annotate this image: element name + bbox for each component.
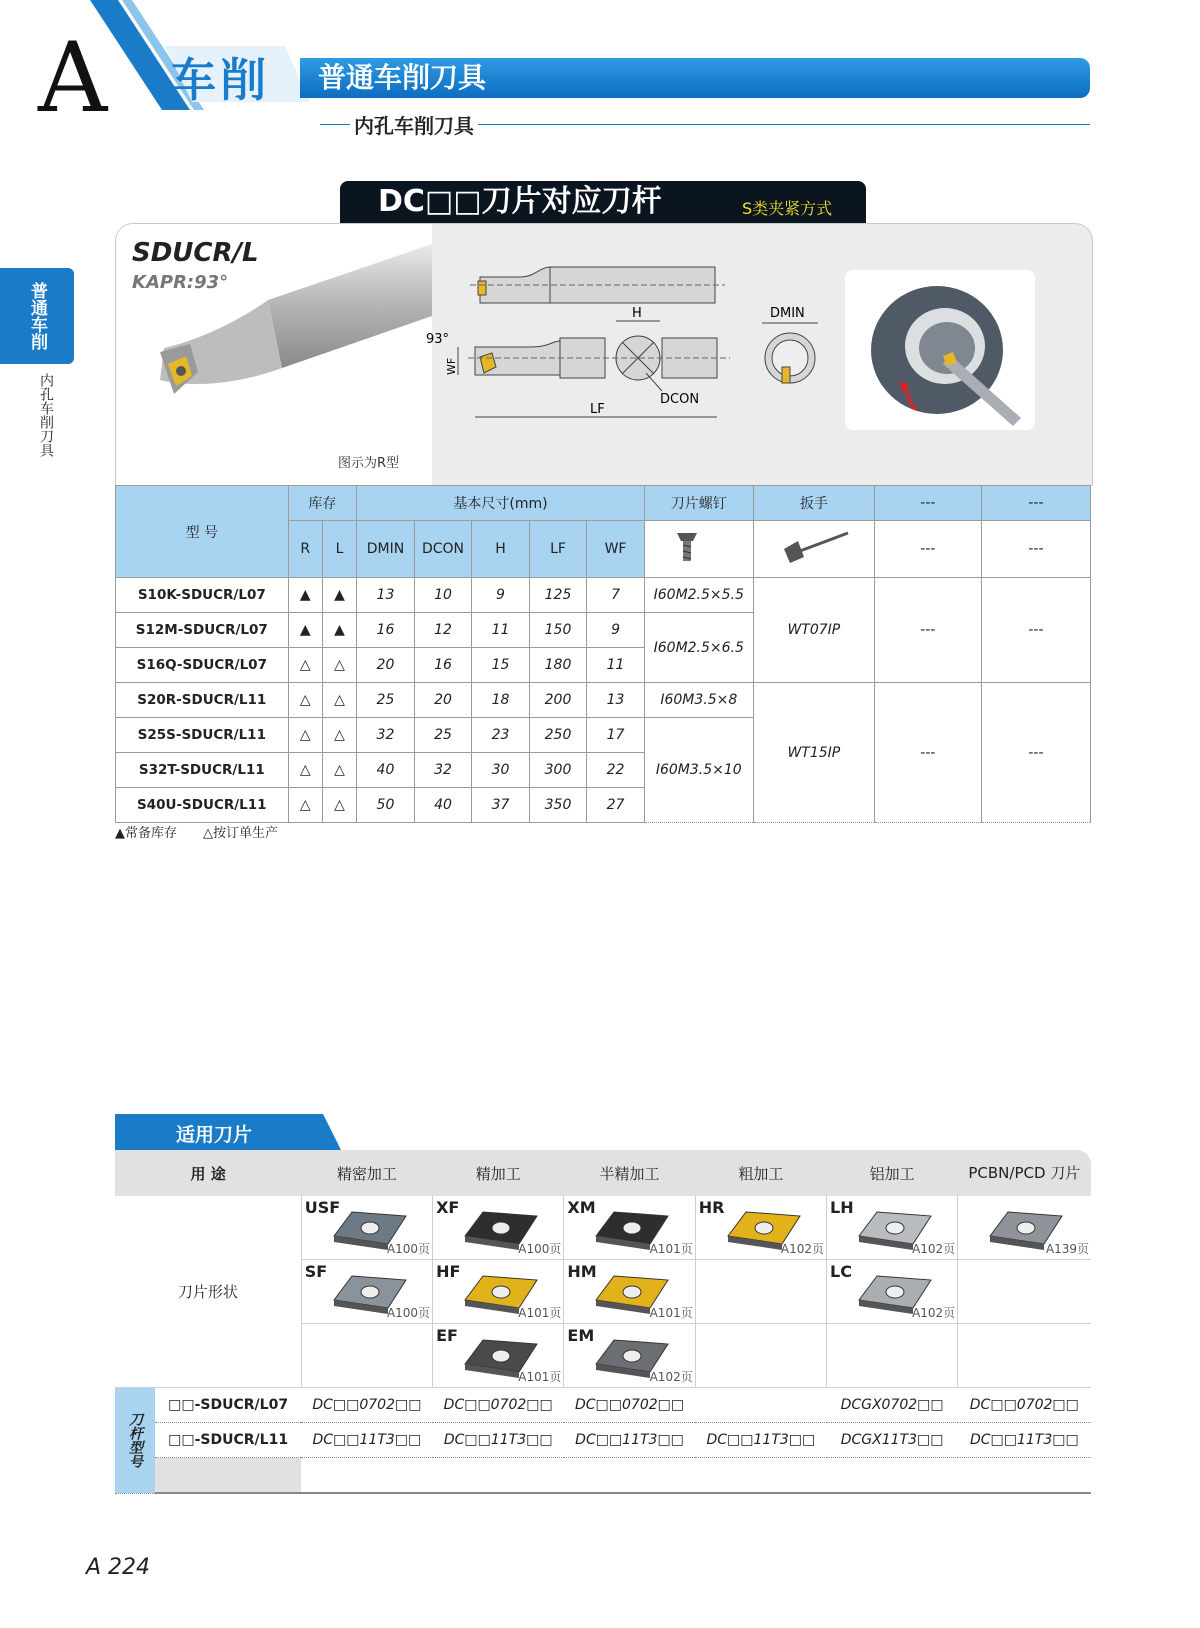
model-cell: S20R-SDUCR/L11 — [116, 683, 289, 718]
col-dims: 基本尺寸(mm) — [357, 486, 645, 521]
dcon-cell: 12 — [414, 613, 472, 648]
section-title: DC□□刀片对应刀杆 — [378, 184, 662, 219]
model-cell: S40U-SDUCR/L11 — [116, 788, 289, 823]
insert-code: HR — [698, 1198, 725, 1217]
dcon-cell: 25 — [414, 718, 472, 753]
insert-cell[interactable] — [958, 1196, 1091, 1260]
stock-l: ▲ — [322, 613, 356, 648]
holder-name: □□-SDUCR/L07 — [155, 1388, 301, 1423]
clamp-type: S类夹紧方式 — [742, 199, 833, 218]
holder-name-empty — [155, 1458, 301, 1494]
insert-code: LH — [830, 1198, 854, 1217]
dim-dcon-label: DCON — [660, 392, 700, 407]
wrench-cell: WT07IP — [753, 578, 874, 683]
use-header: PCBN/PCD 刀片 — [958, 1150, 1091, 1196]
stock-l: △ — [322, 788, 356, 823]
insert-page-ref[interactable]: A102页 — [649, 1370, 693, 1384]
page-number: A 224 — [86, 1555, 151, 1580]
dmin-cell: 16 — [357, 613, 415, 648]
header-subtitle: 内孔车削刀具 — [350, 110, 478, 139]
wrench-cell: WT15IP — [753, 683, 874, 823]
col-wrench: 扳手 — [753, 486, 874, 521]
col-dash1: --- — [874, 486, 981, 521]
h-cell: 23 — [472, 718, 530, 753]
insert-code: XM — [567, 1198, 596, 1217]
dim-dmin-label: DMIN — [770, 306, 805, 321]
insert-code: XF — [436, 1198, 460, 1217]
wf-cell: 7 — [587, 578, 645, 613]
stock-r: ▲ — [288, 613, 322, 648]
dash-cell: --- — [874, 683, 981, 823]
lf-cell: 180 — [529, 648, 587, 683]
col-dash2-sub: --- — [981, 521, 1090, 578]
wf-cell: 22 — [587, 753, 645, 788]
dim-wf-label: WF — [445, 357, 458, 375]
wf-cell: 17 — [587, 718, 645, 753]
stock-r: △ — [288, 648, 322, 683]
stock-l: △ — [322, 718, 356, 753]
dim-angle-label: 93° — [426, 332, 450, 347]
holder-insert: DC□□11T3□□ — [301, 1423, 432, 1458]
inserts-tab-label: 适用刀片 — [176, 1124, 253, 1146]
col-model: 型 号 — [116, 486, 289, 578]
stock-r: △ — [288, 788, 322, 823]
dcon-cell: 20 — [414, 683, 472, 718]
insert-page-ref[interactable]: A101页 — [649, 1306, 693, 1320]
insert-cell — [695, 1260, 826, 1324]
insert-cell[interactable] — [695, 1196, 826, 1260]
wf-cell: 27 — [587, 788, 645, 823]
dim-h-label: H — [632, 306, 642, 321]
insert-cell[interactable] — [433, 1196, 564, 1260]
insert-code: EF — [436, 1326, 458, 1345]
insert-page-ref[interactable]: A102页 — [780, 1242, 825, 1256]
col-r: R — [288, 521, 322, 578]
insert-cell[interactable] — [433, 1260, 564, 1324]
dmin-cell: 50 — [357, 788, 415, 823]
wf-cell: 9 — [587, 613, 645, 648]
insert-cell[interactable] — [827, 1260, 958, 1324]
wf-cell: 13 — [587, 683, 645, 718]
product-model-name: SDUCR/L — [132, 238, 259, 268]
insert-cell[interactable] — [564, 1196, 695, 1260]
model-cell: S12M-SDUCR/L07 — [116, 613, 289, 648]
screw-cell: I60M3.5×8 — [644, 683, 753, 718]
insert-cell — [301, 1324, 432, 1388]
insert-code: EM — [567, 1326, 595, 1345]
insert-page-ref[interactable]: A101页 — [649, 1242, 693, 1256]
insert-code: USF — [304, 1198, 341, 1217]
insert-code: SF — [304, 1262, 328, 1281]
holder-row — [115, 1458, 1091, 1494]
screw-cell: I60M2.5×6.5 — [644, 613, 753, 683]
dcon-cell: 10 — [414, 578, 472, 613]
dcon-cell: 40 — [414, 788, 472, 823]
wrench-icon — [753, 521, 874, 578]
col-dash2: --- — [981, 486, 1090, 521]
inserts-table — [115, 1150, 1091, 1494]
h-cell: 11 — [472, 613, 530, 648]
dash-cell: --- — [981, 683, 1090, 823]
col-lf: LF — [529, 521, 587, 578]
h-cell: 30 — [472, 753, 530, 788]
lf-cell: 350 — [529, 788, 587, 823]
stock-l: △ — [322, 683, 356, 718]
insert-page-ref[interactable]: A101页 — [518, 1370, 562, 1384]
insert-page-ref[interactable]: A100页 — [386, 1306, 431, 1320]
insert-cell — [958, 1260, 1091, 1324]
lf-cell: 125 — [529, 578, 587, 613]
model-cell: S25S-SDUCR/L11 — [116, 718, 289, 753]
insert-code: HM — [567, 1262, 597, 1281]
insert-code: LC — [830, 1262, 852, 1281]
lf-cell: 300 — [529, 753, 587, 788]
use-header: 精加工 — [433, 1150, 564, 1196]
insert-page-ref[interactable]: A101页 — [518, 1306, 562, 1320]
tool-holder-photo — [140, 240, 432, 440]
insert-code: HF — [436, 1262, 461, 1281]
stock-l: △ — [322, 648, 356, 683]
insert-cell[interactable] — [564, 1260, 695, 1324]
holder-insert: DCGX11T3□□ — [827, 1423, 958, 1458]
use-header: 半精加工 — [564, 1150, 695, 1196]
stock-legend: ▲常备库存 △按订单生产 — [115, 826, 278, 841]
shape-label: 刀片形状 — [115, 1196, 301, 1388]
insert-page-ref[interactable]: A102页 — [912, 1306, 956, 1320]
product-note: 图示为R型 — [338, 456, 400, 471]
stock-r: △ — [288, 718, 322, 753]
use-header: 精密加工 — [301, 1150, 432, 1196]
col-screw: 刀片螺钉 — [644, 486, 753, 521]
holder-name: □□-SDUCR/L11 — [155, 1423, 301, 1458]
insert-cell[interactable] — [301, 1260, 432, 1324]
dmin-cell: 20 — [357, 648, 415, 683]
col-dcon: DCON — [414, 521, 472, 578]
h-cell: 18 — [472, 683, 530, 718]
side-tab[interactable]: 普通车削 — [0, 268, 74, 364]
application-photo — [845, 270, 1035, 430]
dcon-cell: 16 — [414, 648, 472, 683]
lf-cell: 200 — [529, 683, 587, 718]
holder-empty — [301, 1458, 1091, 1494]
h-cell: 9 — [472, 578, 530, 613]
col-wf: WF — [587, 521, 645, 578]
holder-insert: DC□□0702□□ — [958, 1388, 1091, 1423]
holder-insert: DC□□11T3□□ — [958, 1423, 1091, 1458]
h-cell: 37 — [472, 788, 530, 823]
use-header: 粗加工 — [695, 1150, 826, 1196]
dmin-cell: 40 — [357, 753, 415, 788]
screw-cell: I60M2.5×5.5 — [644, 578, 753, 613]
holder-row — [115, 1423, 1091, 1458]
dmin-cell: 25 — [357, 683, 415, 718]
use-header: 铝加工 — [827, 1150, 958, 1196]
dimension-drawing — [426, 255, 830, 445]
model-cell: S32T-SDUCR/L11 — [116, 753, 289, 788]
header-title: 普通车削刀具 — [318, 61, 487, 94]
insert-cell — [958, 1324, 1091, 1388]
lf-cell: 250 — [529, 718, 587, 753]
col-dash1-sub: --- — [874, 521, 981, 578]
holder-insert: DCGX0702□□ — [827, 1388, 958, 1423]
dash-cell: --- — [874, 578, 981, 683]
dmin-cell: 13 — [357, 578, 415, 613]
insert-cell[interactable] — [433, 1324, 564, 1388]
model-cell: S16Q-SDUCR/L07 — [116, 648, 289, 683]
use-label: 用 途 — [115, 1150, 301, 1196]
insert-page-ref[interactable]: A139页 — [1045, 1242, 1089, 1256]
header-category: 车削 — [170, 53, 270, 107]
holder-insert: DC□□0702□□ — [301, 1388, 432, 1423]
insert-page-ref[interactable]: A102页 — [912, 1242, 956, 1256]
dcon-cell: 32 — [414, 753, 472, 788]
stock-l: △ — [322, 753, 356, 788]
stock-r: △ — [288, 683, 322, 718]
col-stock: 库存 — [288, 486, 357, 521]
holder-label: 刀杆型号 — [115, 1388, 155, 1494]
table-row — [116, 683, 1091, 718]
insert-cell — [827, 1324, 958, 1388]
insert-page-ref[interactable]: A100页 — [518, 1242, 562, 1256]
model-cell: S10K-SDUCR/L07 — [116, 578, 289, 613]
col-dmin: DMIN — [357, 521, 415, 578]
dim-lf-label: LF — [590, 402, 605, 417]
insert-page-ref[interactable]: A100页 — [386, 1242, 431, 1256]
holder-insert: DC□□11T3□□ — [433, 1423, 564, 1458]
product-kapr: KAPR:93° — [132, 272, 229, 293]
stock-l: ▲ — [322, 578, 356, 613]
insert-shape-row — [115, 1196, 1091, 1260]
holder-insert — [695, 1388, 826, 1423]
wf-cell: 11 — [587, 648, 645, 683]
h-cell: 15 — [472, 648, 530, 683]
stock-r: △ — [288, 753, 322, 788]
holder-row — [115, 1388, 1091, 1423]
dmin-cell: 32 — [357, 718, 415, 753]
lf-cell: 150 — [529, 613, 587, 648]
holder-insert: DC□□11T3□□ — [695, 1423, 826, 1458]
screw-icon — [644, 521, 753, 578]
side-tab-subtitle: 内孔车削刀具 — [38, 373, 54, 457]
insert-cell[interactable] — [827, 1196, 958, 1260]
insert-cell[interactable] — [301, 1196, 432, 1260]
dash-cell: --- — [981, 578, 1090, 683]
holder-insert: DC□□11T3□□ — [564, 1423, 695, 1458]
col-l: L — [322, 521, 356, 578]
table-row — [116, 578, 1091, 613]
screw-cell: I60M3.5×10 — [644, 718, 753, 823]
holder-insert: DC□□0702□□ — [433, 1388, 564, 1423]
col-h: H — [472, 521, 530, 578]
holder-insert: DC□□0702□□ — [564, 1388, 695, 1423]
stock-r: ▲ — [288, 578, 322, 613]
insert-cell[interactable] — [564, 1324, 695, 1388]
spec-table — [115, 485, 1091, 823]
section-letter: A — [38, 22, 108, 134]
insert-cell — [695, 1324, 826, 1388]
